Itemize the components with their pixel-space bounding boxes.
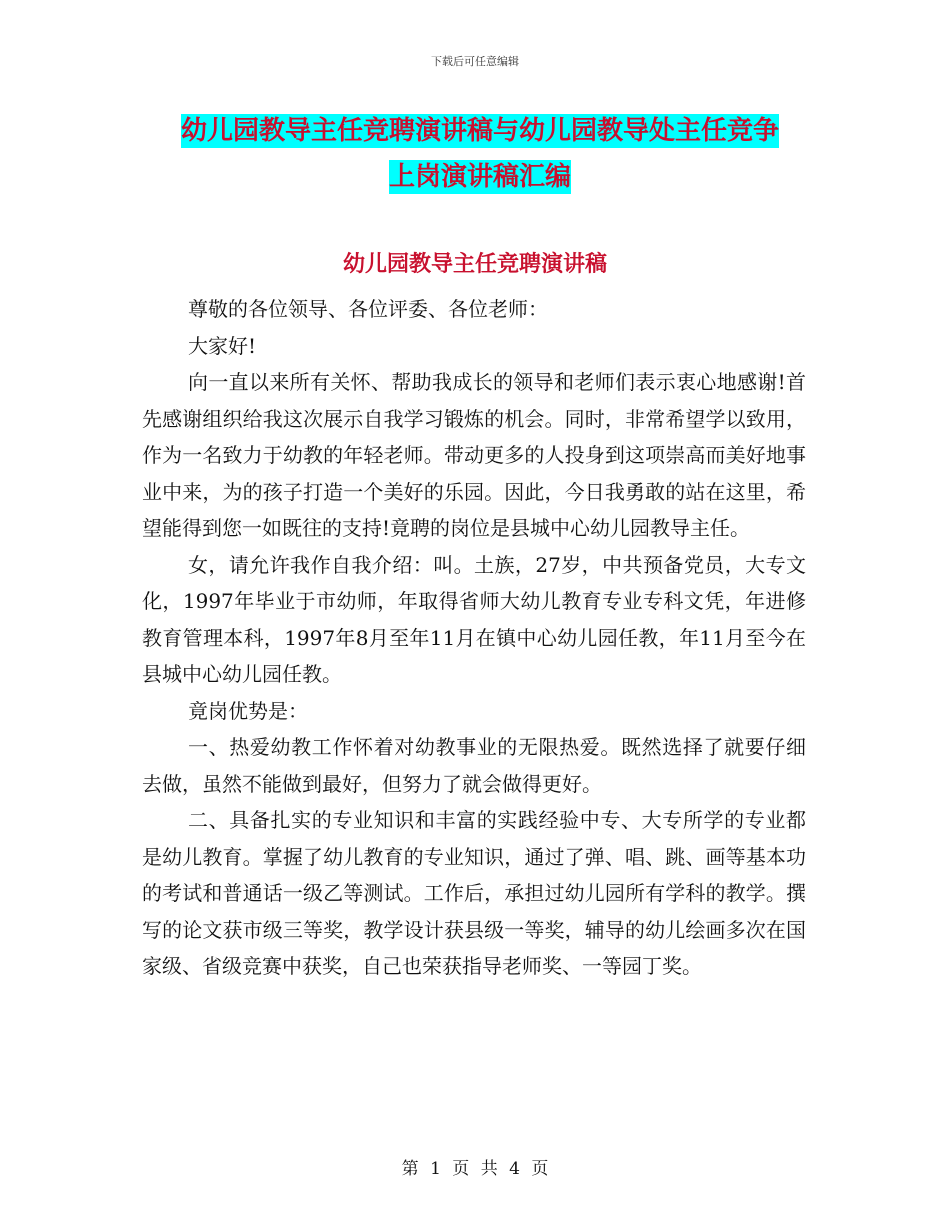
paragraph-thanks: 向一直以来所有关怀、帮助我成长的领导和老师们表示衷心地感谢!首先感谢组织给我这次展示自我学习锻炼的机会。同时，非常希望学以致用，作为一名致力于幼教的年轻老师。带动更多的人投身到这项崇高而美好地事业中来，为的孩子打造一个美好的乐园。因此，今日我勇敢的站在这里，希望能得到您一如既往的支持!竟聘的岗位是县城中心幼儿园教导主任。	[142, 370, 806, 540]
speech-body	[142, 291, 806, 985]
paragraph-advantage-1: 一、热爱幼教工作怀着对幼教事业的无限热爱。既然选择了就要仔细去做，虽然不能做到最好，但努力了就会做得更好。	[142, 735, 806, 796]
page-footer: 第 1 页 共 4 页	[401, 1159, 549, 1179]
paragraph-advantage-2: 二、具备扎实的专业知识和丰富的实践经验中专、大专所学的专业都是幼儿教育。掌握了幼儿教育的专业知识，通过了弹、唱、跳、画等基本功的考试和普通话一级乙等测试。工作后，承担过幼儿园所有学科的教学。撰写的论文获市级三等奖，教学设计获县级一等奖，辅导的幼儿绘画多次在国家级、省级竞赛中获奖，自己也荣获指导老师奖、一等园丁奖。	[142, 808, 806, 978]
document-title	[140, 108, 820, 200]
paragraph-self-intro: 女，请允许我作自我介绍：叫。土族，27岁，中共预备党员，大专文化，1997年毕业于市幼师，年取得省师大幼儿教育专业专科文凭，年进修教育管理本科，1997年8月至年11月在镇中心幼儿园任教，年11月至今在县城中心幼儿园任教。	[142, 552, 806, 686]
document-title-line1: 幼儿园教导主任竞聘演讲稿与幼儿园教导处主任竞争	[180, 116, 779, 146]
paragraph-advantages-heading: 竟岗优势是：	[188, 698, 308, 723]
paragraph-greeting: 大家好!	[188, 333, 257, 358]
section-title: 幼儿园教导主任竞聘演讲稿	[342, 252, 607, 277]
paragraph-salutation: 尊敬的各位领导、各位评委、各位老师：	[188, 297, 548, 321]
header-note: 下载后可任意编辑	[431, 55, 519, 68]
document-title-line2: 上岗演讲稿汇编	[388, 162, 571, 192]
